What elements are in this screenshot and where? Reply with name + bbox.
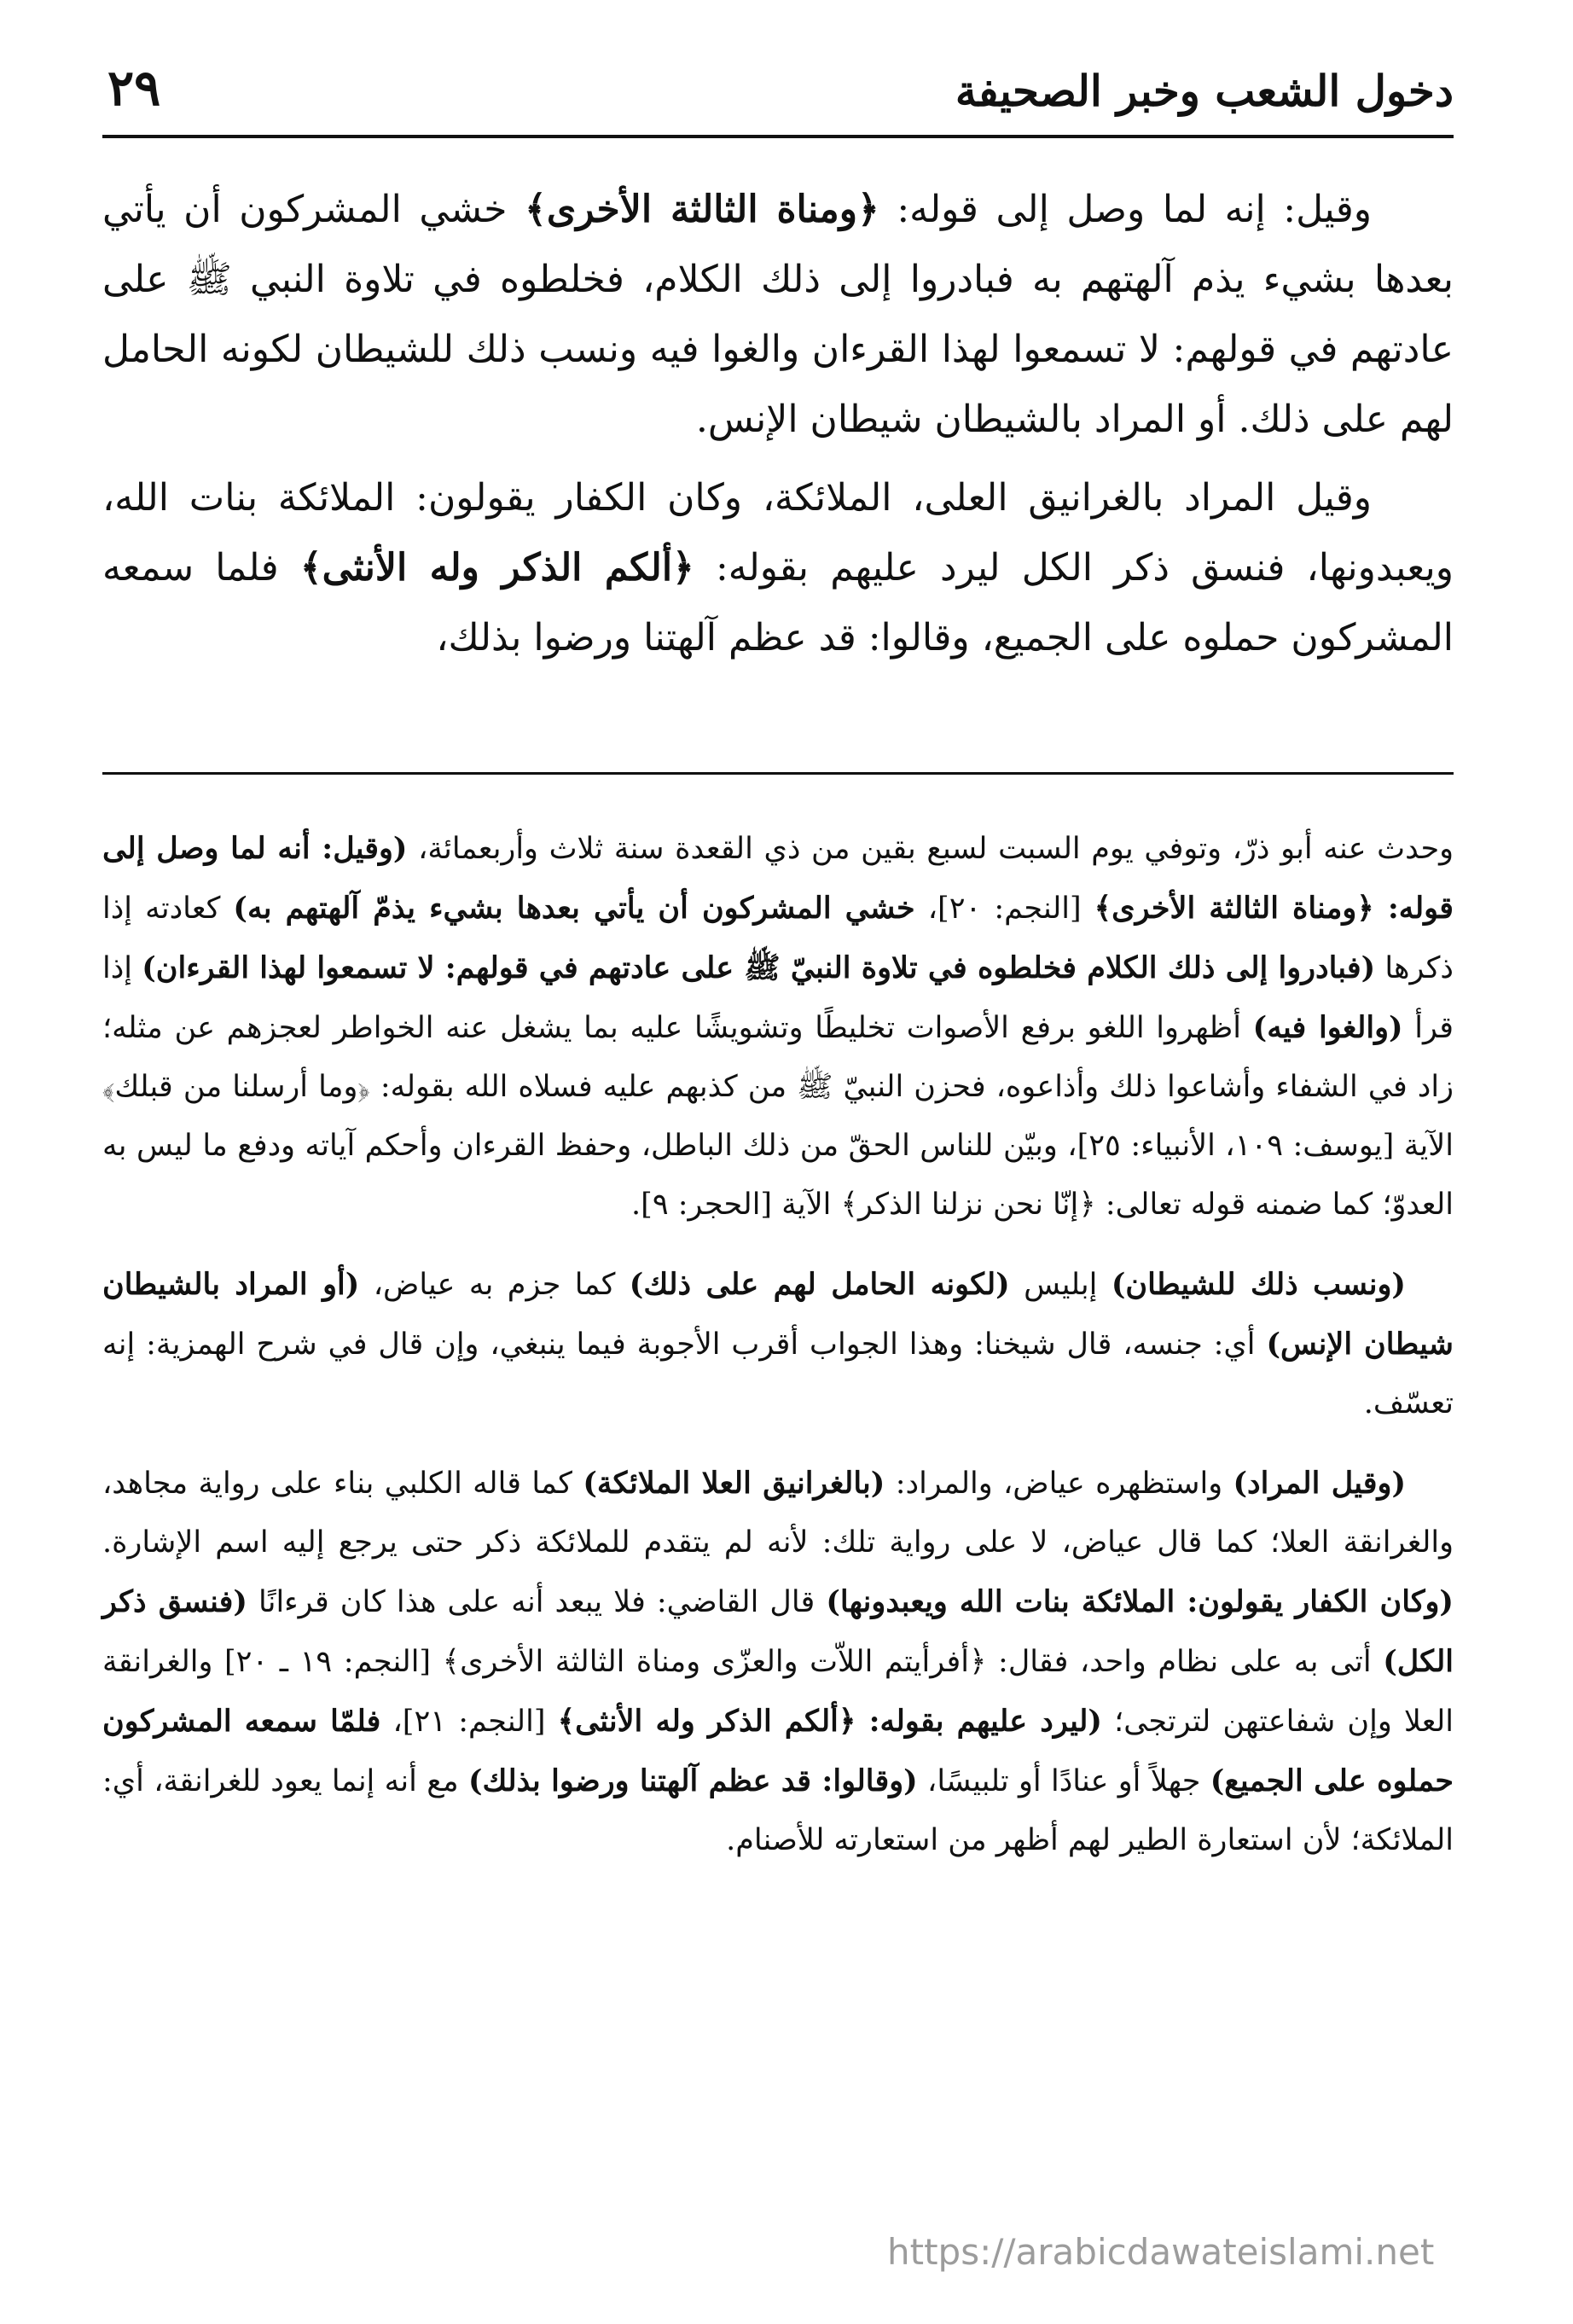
main-paragraph-1: [102, 175, 1454, 455]
c2-span-4: كما جزم به عياض،: [359, 1268, 630, 1302]
c1-span-6: (فبادروا إلى ذلك الكلام فخلطوه في تلاوة النبيّ ﷺ على عادتهم في قولهم: لا تسمعوا لهذا القرءان): [142, 950, 1376, 985]
main-p2-quran-quote: ﴿ألكم الذكر وله الأنثى﴾: [299, 546, 694, 590]
header-rule: [102, 135, 1454, 138]
page-number: ٢٩: [107, 59, 161, 117]
c2-span-3: (لكونه الحامل لهم على ذلك): [629, 1267, 1010, 1302]
c3-span-7: (فنسق ذكر الكل): [102, 1584, 1454, 1679]
running-title: دخول الشعب وخبر الصحيفة: [955, 66, 1454, 116]
c2-span-5: (أو المراد بالشيطان شيطان الإنس): [102, 1267, 1454, 1362]
page-header: [102, 53, 1454, 130]
c1-span-3: [النجم: ٢٠]،: [914, 892, 1094, 926]
main-p2-text-1: وقيل المراد بالغرانيق العلى، الملائكة، وكان الكفار يقولون: الملائكة بنات الله، ويعبدونها، فنسق ذكر الكل ليرد عليهم بقوله:: [102, 476, 1454, 590]
c1-span-9: أظهروا اللغو برفع الأصوات تخليطًا وتشويشًا عليه بما يشغل عنه الخواطر لعجزهم عن مثله؛ زاد في الشفاء وأشاعوا ذلك وأذاعوه، فحزن النبيّ ﷺ من كذبهم عليه فسلاه الله بقوله: ﴿وما أرسلنا من قبلك﴾ الآية [يوسف: ١٠٩، الأنبياء: ٢٥]، وبيّن للناس الحقّ من ذلك الباطل، وحفظ القرءان وأحكم آياته ودفع ما ليس به العدوّ؛ كما ضمنه قوله تعالى: ﴿إنّا نحن نزلنا الذكر﴾ الآية [الحجر: ٩].: [102, 1011, 1454, 1222]
c1-span-7: إذا قرأ: [102, 951, 1454, 1045]
c3-span-9: (ليرد عليهم بقوله: ﴿ألكم الذكر وله الأنثى﴾: [557, 1704, 1102, 1739]
main-p1-text-2: خشي المشركون أن يأتي بعدها بشيء يذم آلهتهم به فبادروا إلى ذلك الكلام، فخلطوه في تلاوة النبي ﷺ على عادتهم في قولهم: لا تسمعوا لهذا القرءان والغوا فيه ونسب ذلك للشيطان لكونه الحامل لهم على ذلك. أو المراد بالشيطان شيطان الإنس.: [102, 188, 1454, 441]
main-p1-text-1: وقيل: إنه لما وصل إلى قوله:: [879, 188, 1372, 231]
c1-span-2: (وقيل: أنه لما وصل إلى قوله: ﴿ومناة الثالثة الأخرى﴾: [102, 831, 1454, 926]
c1-span-5: كعادته إذا ذكرها: [102, 892, 1454, 985]
c1-span-1: وحدث عنه أبو ذرّ، وتوفي يوم السبت لسبع بقين من ذي القعدة سنة ثلاث وأربعمائة،: [407, 832, 1454, 866]
c3-span-8: أتى به على نظام واحد، فقال: ﴿أفرأيتم اللاّت والعزّى ومناة الثالثة الأخرى﴾ [النجم: ١٩ ـ ٢٠] والغرانقة العلا وإن شفاعتهن لترتجى؛: [102, 1645, 1454, 1739]
commentary-text: [102, 819, 1454, 1891]
commentary-paragraph-1: [102, 819, 1454, 1235]
c3-span-13: (وقالوا: قد عظم آلهتنا ورضوا بذلك): [467, 1763, 918, 1798]
c3-span-1: (وقيل المراد): [1233, 1466, 1407, 1501]
main-paragraph-2: [102, 463, 1454, 673]
main-text: [102, 175, 1454, 682]
commentary-paragraph-3: [102, 1454, 1454, 1870]
commentary-paragraph-2: [102, 1255, 1454, 1433]
c3-span-4: كما قاله الكلبي بناء على رواية مجاهد، والغرانقة العلا؛ كما قال عياض، لا على رواية تلك: لأنه لم يتقدم للملائكة ذكر حتى يرجع إليه اسم الإشارة.: [102, 1467, 1454, 1560]
c3-span-10: [النجم: ٢١]،: [380, 1705, 558, 1739]
c2-span-2: إبليس: [1009, 1268, 1112, 1302]
c3-span-2: واستظهره عياض، والمراد:: [885, 1467, 1233, 1501]
c2-span-6: أي: جنسه، قال شيخنا: وهذا الجواب أقرب الأجوبة فيما ينبغي، وإن قال في شرح الهمزية: إنه تعسّف.: [102, 1328, 1454, 1421]
main-p2-text-2: فلما سمعه المشركون حملوه على الجميع، وقالوا: قد عظم آلهتنا ورضوا بذلك،: [102, 546, 1454, 659]
source-watermark: https://arabicdawateislami.net: [887, 2231, 1435, 2273]
c3-span-11: فلمّا سمعه المشركون حملوه على الجميع): [102, 1704, 1454, 1798]
c3-span-6: قال القاضي: فلا يبعد أنه على هذا كان قرءانًا: [247, 1585, 827, 1619]
c2-span-1: (ونسب ذلك للشيطان): [1111, 1267, 1406, 1302]
main-p1-quran-quote: ﴿ومناة الثالثة الأخرى﴾: [525, 188, 879, 231]
book-page: [102, 0, 1454, 2324]
c3-span-12: جهلاً أو عنادًا أو تلبيسًا،: [917, 1764, 1210, 1798]
c1-span-4: خشي المشركون أن يأتي بعدها بشيء يذمّ آلهتهم به): [233, 891, 915, 926]
c3-span-3: (بالغرانيق العلا الملائكة): [583, 1466, 885, 1501]
c3-span-5: (وكان الكفار يقولون: الملائكة بنات الله ويعبدونها): [826, 1584, 1454, 1619]
commentary-rule: [102, 772, 1454, 775]
c3-span-14: مع أنه إنما يعود للغرانقة، أي: الملائكة؛ لأن استعارة الطير لهم أظهر من استعارته للأصنام.: [102, 1764, 1454, 1857]
c1-span-8: (والغوا فيه): [1252, 1010, 1403, 1045]
